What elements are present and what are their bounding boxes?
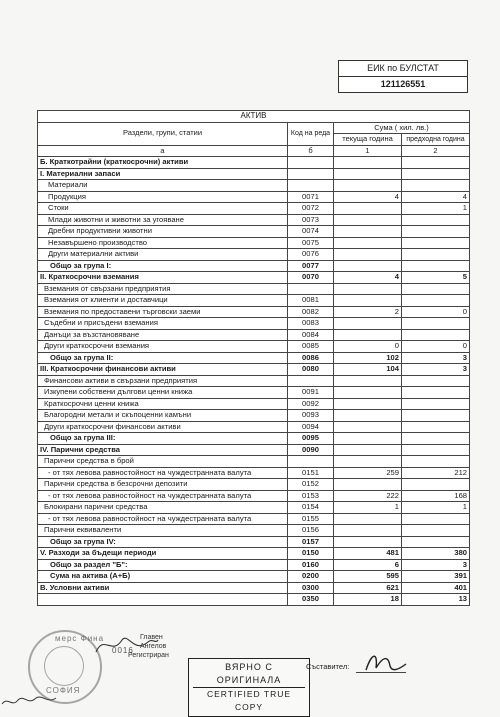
cell-name: Блокирани парични средства	[38, 502, 288, 514]
table-row	[38, 398, 470, 410]
cell-cur	[334, 410, 402, 422]
cell-name: Съдебни и присъдени вземания	[38, 318, 288, 330]
table-row	[38, 444, 470, 456]
cell-prev: 3	[402, 352, 470, 364]
cell-cur: 4	[334, 191, 402, 203]
cell-cur	[334, 525, 402, 537]
cell-code: 0200	[288, 571, 334, 583]
table-row	[38, 421, 470, 433]
cell-cur	[334, 479, 402, 491]
cell-prev	[402, 456, 470, 468]
cell-prev	[402, 375, 470, 387]
cell-name: - от тях левова равностойност на чуждестранната валута	[38, 467, 288, 479]
cell-cur	[334, 295, 402, 307]
table-row	[38, 180, 470, 192]
table-row	[38, 375, 470, 387]
cell-code: 0091	[288, 387, 334, 399]
cell-code: 0300	[288, 582, 334, 594]
table-row	[38, 433, 470, 445]
table-row	[38, 237, 470, 249]
table-body	[38, 157, 470, 606]
cell-name: Краткосрочни ценни книжа	[38, 398, 288, 410]
cell-cur	[334, 180, 402, 192]
cell-code: 0151	[288, 467, 334, 479]
cell-name: Общо за група I:	[38, 260, 288, 272]
cell-cur	[334, 249, 402, 261]
eik-box	[338, 60, 468, 93]
cell-code: 0080	[288, 364, 334, 376]
cell-code: 0154	[288, 502, 334, 514]
cell-prev	[402, 421, 470, 433]
cell-prev: 1	[402, 203, 470, 215]
cell-prev: 212	[402, 467, 470, 479]
cell-cur: 621	[334, 582, 402, 594]
cell-cur: 6	[334, 559, 402, 571]
cell-code: 0093	[288, 410, 334, 422]
cell-name: Данъци за възстановяване	[38, 329, 288, 341]
cell-prev: 4	[402, 191, 470, 203]
cell-prev: 0	[402, 341, 470, 353]
cell-cur	[334, 375, 402, 387]
handwritten-mark	[0, 690, 60, 712]
table-row	[38, 410, 470, 422]
cell-name	[38, 594, 288, 606]
table-row	[38, 306, 470, 318]
mark-a: а	[38, 145, 288, 157]
cell-name: Финансови активи в свързани предприятия	[38, 375, 288, 387]
cell-code: 0350	[288, 594, 334, 606]
cell-name: Незавършено производство	[38, 237, 288, 249]
cell-code: 0073	[288, 214, 334, 226]
col-name-header: Раздели, групи, статии	[38, 122, 288, 145]
note-3: Регистриран	[128, 652, 169, 659]
cell-cur: 0	[334, 341, 402, 353]
cell-prev: 168	[402, 490, 470, 502]
table-row	[38, 490, 470, 502]
table-row	[38, 548, 470, 560]
cell-cur: 595	[334, 571, 402, 583]
table-row	[38, 479, 470, 491]
cell-cur	[334, 456, 402, 468]
mark-b: б	[288, 145, 334, 157]
cell-name: III. Краткосрочни финансови активи	[38, 364, 288, 376]
cell-code: 0090	[288, 444, 334, 456]
table-row	[38, 191, 470, 203]
cell-name: Стоки	[38, 203, 288, 215]
cell-code: 0075	[288, 237, 334, 249]
cell-cur	[334, 157, 402, 169]
cell-code: 0072	[288, 203, 334, 215]
cell-cur	[334, 329, 402, 341]
cell-name: I. Материални запаси	[38, 168, 288, 180]
cell-prev	[402, 283, 470, 295]
cell-prev: 13	[402, 594, 470, 606]
cell-cur	[334, 260, 402, 272]
cell-name: Общо за група IV:	[38, 536, 288, 548]
cell-cur	[334, 318, 402, 330]
cell-cur: 1	[334, 502, 402, 514]
table-row	[38, 283, 470, 295]
cell-cur	[334, 536, 402, 548]
table-row	[38, 214, 470, 226]
cell-name: V. Разходи за бъдещи периоди	[38, 548, 288, 560]
cell-cur: 102	[334, 352, 402, 364]
cell-name: Продукция	[38, 191, 288, 203]
cell-code	[288, 375, 334, 387]
table-row	[38, 571, 470, 583]
cell-code: 0074	[288, 226, 334, 238]
cell-prev	[402, 318, 470, 330]
cell-prev	[402, 260, 470, 272]
cell-cur	[334, 203, 402, 215]
cell-name: Благородни метали и скъпоценни камъни	[38, 410, 288, 422]
cell-name: - от тях левова равностойност на чуждестранната валута	[38, 513, 288, 525]
cell-prev	[402, 329, 470, 341]
table-row	[38, 249, 470, 261]
cell-code	[288, 180, 334, 192]
table-row	[38, 513, 470, 525]
table-row	[38, 387, 470, 399]
cell-name: Други материални активи	[38, 249, 288, 261]
cell-code: 0084	[288, 329, 334, 341]
cell-prev	[402, 180, 470, 192]
cell-code: 0095	[288, 433, 334, 445]
copy-stamp-bg-text: ВЯРНО С ОРИГИНАЛА	[216, 662, 282, 685]
cell-prev	[402, 433, 470, 445]
cell-name: Парични еквиваленти	[38, 525, 288, 537]
cell-code: 0083	[288, 318, 334, 330]
cell-cur	[334, 433, 402, 445]
cell-name: - от тях левова равностойност на чуждестранната валута	[38, 490, 288, 502]
cell-name: Други краткосрочни вземания	[38, 341, 288, 353]
cell-name: Сума на актива (А+Б)	[38, 571, 288, 583]
mark-2: 2	[402, 145, 470, 157]
cell-prev	[402, 168, 470, 180]
cell-code: 0081	[288, 295, 334, 307]
balance-table	[37, 110, 470, 606]
cell-cur: 259	[334, 467, 402, 479]
table-row	[38, 260, 470, 272]
copy-stamp-en-text: CERTIFIED TRUE COPY	[193, 687, 305, 714]
cell-code: 0094	[288, 421, 334, 433]
cell-code: 0155	[288, 513, 334, 525]
cell-code: 0153	[288, 490, 334, 502]
cell-cur: 222	[334, 490, 402, 502]
table-row	[38, 318, 470, 330]
cell-cur: 104	[334, 364, 402, 376]
cell-code: 0070	[288, 272, 334, 284]
table-row	[38, 168, 470, 180]
cell-cur	[334, 398, 402, 410]
cell-prev: 0	[402, 306, 470, 318]
stamp-corner-text: мерс Фина	[55, 634, 105, 643]
mark-1: 1	[334, 145, 402, 157]
col-current-header: текуща година	[334, 134, 402, 146]
table-row	[38, 226, 470, 238]
table-row	[38, 364, 470, 376]
cell-cur: 4	[334, 272, 402, 284]
cell-name: Дребни продуктивни животни	[38, 226, 288, 238]
table-row	[38, 559, 470, 571]
table-row	[38, 582, 470, 594]
cell-code: 0076	[288, 249, 334, 261]
cell-code: 0160	[288, 559, 334, 571]
cell-name: Изкупени собствени дългови ценни книжа	[38, 387, 288, 399]
cell-code: 0152	[288, 479, 334, 491]
note-2: Ангелов	[140, 643, 167, 650]
cell-code	[288, 157, 334, 169]
cell-cur	[334, 444, 402, 456]
cell-code: 0086	[288, 352, 334, 364]
table-row	[38, 456, 470, 468]
cell-code: 0150	[288, 548, 334, 560]
signature-left	[92, 628, 162, 662]
cell-cur	[334, 226, 402, 238]
cell-prev: 401	[402, 582, 470, 594]
cell-cur	[334, 168, 402, 180]
cell-prev	[402, 237, 470, 249]
cell-cur	[334, 421, 402, 433]
cell-code: 0092	[288, 398, 334, 410]
cell-name: Б. Краткотрайни (краткосрочни) активи	[38, 157, 288, 169]
table-row	[38, 536, 470, 548]
cell-prev	[402, 387, 470, 399]
table-row	[38, 502, 470, 514]
cell-cur: 481	[334, 548, 402, 560]
stamp-city-text: СОФИЯ	[46, 686, 81, 695]
table-row	[38, 329, 470, 341]
cell-prev	[402, 249, 470, 261]
cell-cur	[334, 214, 402, 226]
table-row	[38, 203, 470, 215]
cell-name: Вземания от клиенти и доставчици	[38, 295, 288, 307]
cell-prev	[402, 214, 470, 226]
compiler-signature	[362, 648, 412, 676]
cell-name: Общо за група II:	[38, 352, 288, 364]
table-row	[38, 467, 470, 479]
cell-prev: 3	[402, 559, 470, 571]
cell-prev: 391	[402, 571, 470, 583]
eik-label: ЕИК по БУЛСТАТ	[367, 63, 439, 73]
cell-prev: 380	[402, 548, 470, 560]
cell-cur	[334, 387, 402, 399]
eik-value: 121126551	[339, 76, 467, 92]
cell-code: 0071	[288, 191, 334, 203]
cell-code: 0085	[288, 341, 334, 353]
col-code-header: Код на реда	[288, 122, 334, 145]
cell-prev	[402, 410, 470, 422]
cell-name: Млади животни и животни за угояване	[38, 214, 288, 226]
cell-prev	[402, 157, 470, 169]
cell-name: Общо за раздел "Б":	[38, 559, 288, 571]
cell-name: Вземания от свързани предприятия	[38, 283, 288, 295]
cell-prev	[402, 525, 470, 537]
table-row	[38, 352, 470, 364]
cell-name: II. Краткосрочни вземания	[38, 272, 288, 284]
col-previous-header: предходна година	[402, 134, 470, 146]
cell-code	[288, 168, 334, 180]
table-row	[38, 295, 470, 307]
round-seal-inner	[44, 646, 84, 686]
cell-name: Вземания по предоставени търговски заеми	[38, 306, 288, 318]
table-title: АКТИВ	[38, 111, 470, 123]
cell-cur: 18	[334, 594, 402, 606]
cell-name: В. Условни активи	[38, 582, 288, 594]
cell-name: Парични средства в безсрочни депозити	[38, 479, 288, 491]
cell-cur	[334, 283, 402, 295]
cell-prev: 1	[402, 502, 470, 514]
table-row	[38, 341, 470, 353]
compiler-label: Съставител:	[306, 662, 350, 671]
cell-prev	[402, 479, 470, 491]
cell-prev: 3	[402, 364, 470, 376]
stamp-number: 0016	[112, 646, 134, 655]
cell-code: 0077	[288, 260, 334, 272]
cell-name: Общо за група III:	[38, 433, 288, 445]
note-1: Главен	[140, 634, 163, 641]
table-row	[38, 525, 470, 537]
cell-name: Материали	[38, 180, 288, 192]
cell-code: 0157	[288, 536, 334, 548]
cell-prev	[402, 444, 470, 456]
cell-name: Парични средства в брой	[38, 456, 288, 468]
table-row	[38, 594, 470, 606]
cell-prev	[402, 295, 470, 307]
cell-code: 0156	[288, 525, 334, 537]
cell-code	[288, 456, 334, 468]
table-row	[38, 157, 470, 169]
table-row	[38, 272, 470, 284]
cell-cur	[334, 513, 402, 525]
cell-prev	[402, 536, 470, 548]
cell-cur	[334, 237, 402, 249]
cell-prev	[402, 398, 470, 410]
cell-code	[288, 283, 334, 295]
cell-prev	[402, 513, 470, 525]
cell-code: 0082	[288, 306, 334, 318]
cell-prev: 5	[402, 272, 470, 284]
cell-name: Други краткосрочни финансови активи	[38, 421, 288, 433]
cell-name: IV. Парични средства	[38, 444, 288, 456]
col-sum-header: Сума ( хил. лв.)	[334, 122, 470, 134]
certified-copy-stamp	[188, 658, 310, 717]
cell-cur: 2	[334, 306, 402, 318]
cell-prev	[402, 226, 470, 238]
